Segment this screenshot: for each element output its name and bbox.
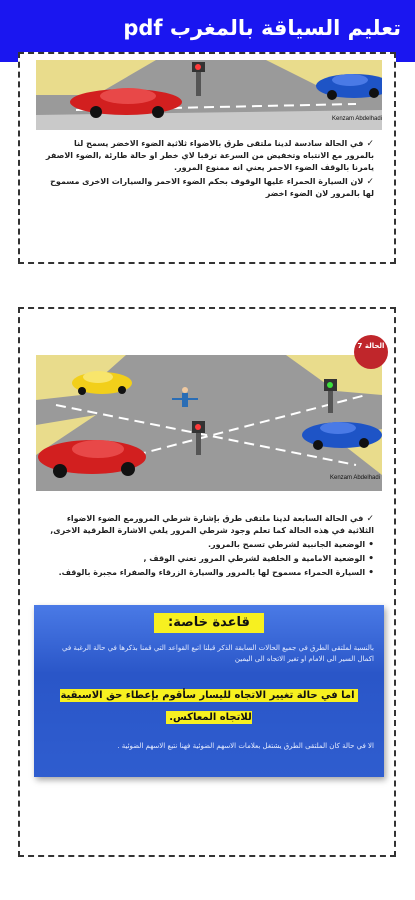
page2-text xyxy=(42,513,374,581)
watermark: Kenzam Abdelhadi xyxy=(332,116,382,122)
app-title: تعليم السياقة بالمغرب pdf xyxy=(123,16,401,40)
list-item: ✓ في الحالة السابعة لدينا ملتقى طرق بإشارة شرطي المرورمع الضوء الاضواء الثلاثية في هذه الحالة كما تعلم وجود شرطي المرور يلغي الاشارة الطرقية الاخرى, xyxy=(50,514,374,535)
page1-text xyxy=(44,138,374,202)
rule-title: قاعدة خاصة: xyxy=(154,613,264,633)
list-item: ✓ لان السيارة الحمراء عليها الوقوف بحكم الضوء الاحمر والسيارات الاخرى مسموح لها بالمرور لان الضوء اخضر xyxy=(50,177,374,198)
rule-body: بالنسبة لملتقى الطرق في جميع الحالات السابقة الذكر قبلنا اتبع القواعد التي قمنا بذكرها في حالة الرغبة في اكمال السير الى الامام او تغير الاتجاه الى اليمين xyxy=(62,644,374,663)
rule-footer: الا في حالة كان الملتقى الطرق يشتغل بعلامات الاسهم الضوئية فهنا نتبع الاسهم الضوئية . xyxy=(117,742,374,750)
special-rule-box xyxy=(34,605,384,777)
watermark: Kenzam Abdelhadi xyxy=(330,475,381,481)
list-item: • السيارة الحمراء مسموح لها بالمرور والسيارة الزرقاء والصفراء مجبرة بالوقف. xyxy=(58,568,374,578)
list-item: ✓ في الحالة سادسة لدينا ملتقى طرق بالاضواء ثلاثية الضوء الاخضر يسمح لنا بالمرور مع الانتباه وتخفيض من السرعة ترقبا لاي خطر او حالة طارئة ,الضوء الاصفر يامرنا بالوقف الضوء الاحمر يعني انه ممنوع المرور. xyxy=(45,139,374,172)
list-item: • الوضعية الجانبية لشرطي تسمح بالمرور. xyxy=(207,540,374,550)
intersection-illustration-1 xyxy=(36,60,382,130)
red-car xyxy=(38,440,146,478)
document-page-1 xyxy=(18,52,396,264)
rule-highlight: اما في حالة تغيير الاتجاه لليسار سأقوم بإعطاء حق الاسبقية للاتجاه المعاكس. xyxy=(48,685,370,729)
case-number-badge: الحالة 7 xyxy=(354,335,388,369)
document-page-2 xyxy=(18,307,396,857)
intersection-illustration-2 xyxy=(36,355,382,491)
list-item: • الوضعية الامامية و الخلفية لشرطي المرور تعني الوقف , xyxy=(143,554,374,564)
